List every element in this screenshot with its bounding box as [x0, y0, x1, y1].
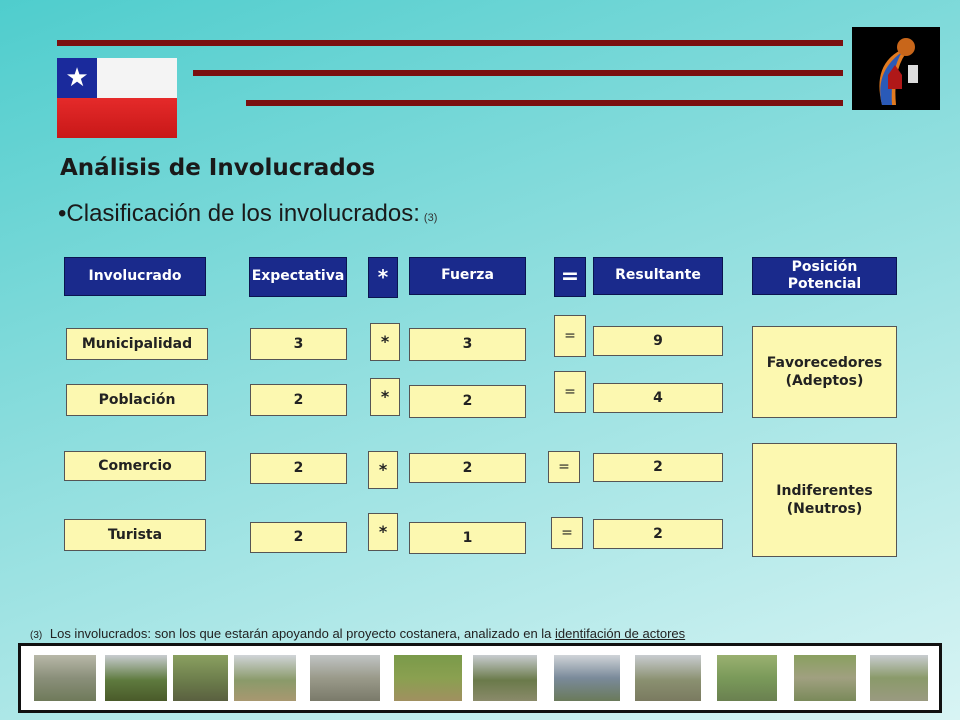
- subtitle: [58, 200, 437, 228]
- row-mult-4: *: [368, 513, 398, 551]
- page-title: Análisis de Involucrados: [60, 155, 376, 181]
- header-posicion: Posición Potencial: [752, 257, 897, 295]
- subtitle-text: •Clasificación de los involucrados:: [58, 200, 420, 227]
- river-photo: [473, 655, 537, 701]
- river-photo: [173, 655, 228, 701]
- chile-flag-icon: ★: [57, 58, 177, 138]
- row-resultante-2: 4: [593, 383, 723, 413]
- row-fuerza-4: 1: [409, 522, 526, 554]
- row-mult-2: *: [370, 378, 400, 416]
- row-eq-1: =: [554, 315, 586, 357]
- header-expectativa: Expectativa: [249, 257, 347, 297]
- row-expectativa-1: 3: [250, 328, 347, 360]
- river-photo: [870, 655, 928, 701]
- row-name-comercio: Comercio: [64, 451, 206, 481]
- row-fuerza-3: 2: [409, 453, 526, 483]
- river-photo: [717, 655, 777, 701]
- decor-line-1: [57, 40, 843, 46]
- decor-line-2: [193, 70, 843, 76]
- row-resultante-4: 2: [593, 519, 723, 549]
- footnote-ref: (3): [30, 630, 43, 641]
- row-resultante-3: 2: [593, 453, 723, 482]
- footnote-link[interactable]: identifación de actores: [555, 626, 686, 641]
- header-resultante: Resultante: [593, 257, 723, 295]
- footnote-text: Los involucrados: son los que estarán apoyando al proyecto costanera, analizado en la: [49, 626, 552, 641]
- row-name-poblacion: Población: [66, 384, 208, 416]
- row-mult-3: *: [368, 451, 398, 489]
- header-fuerza: Fuerza: [409, 257, 526, 295]
- river-photo: [794, 655, 856, 701]
- decor-line-3: [246, 100, 843, 106]
- logo-icon: [852, 27, 940, 110]
- river-photo: [105, 655, 167, 701]
- row-fuerza-2: 2: [409, 385, 526, 418]
- row-name-municipalidad: Municipalidad: [66, 328, 208, 360]
- row-name-turista: Turista: [64, 519, 206, 551]
- river-photo: [554, 655, 620, 701]
- river-photo: [394, 655, 462, 701]
- header-eq: =: [554, 257, 586, 297]
- position-favorecedores: Favorecedores (Adeptos): [752, 326, 897, 418]
- footnote: [30, 626, 685, 641]
- position-indiferentes: Indiferentes (Neutros): [752, 443, 897, 557]
- row-eq-4: =: [551, 517, 583, 549]
- row-expectativa-3: 2: [250, 453, 347, 484]
- row-eq-3: =: [548, 451, 580, 483]
- river-photo: [310, 655, 380, 701]
- row-eq-2: =: [554, 371, 586, 413]
- river-photo: [635, 655, 701, 701]
- row-expectativa-4: 2: [250, 522, 347, 553]
- header-involucrado: Involucrado: [64, 257, 206, 296]
- row-expectativa-2: 2: [250, 384, 347, 416]
- header-mult: *: [368, 257, 398, 298]
- row-fuerza-1: 3: [409, 328, 526, 361]
- row-mult-1: *: [370, 323, 400, 361]
- photo-strip: [18, 643, 942, 713]
- subtitle-ref: (3): [423, 212, 438, 224]
- river-photo: [34, 655, 96, 701]
- river-photo: [234, 655, 296, 701]
- row-resultante-1: 9: [593, 326, 723, 356]
